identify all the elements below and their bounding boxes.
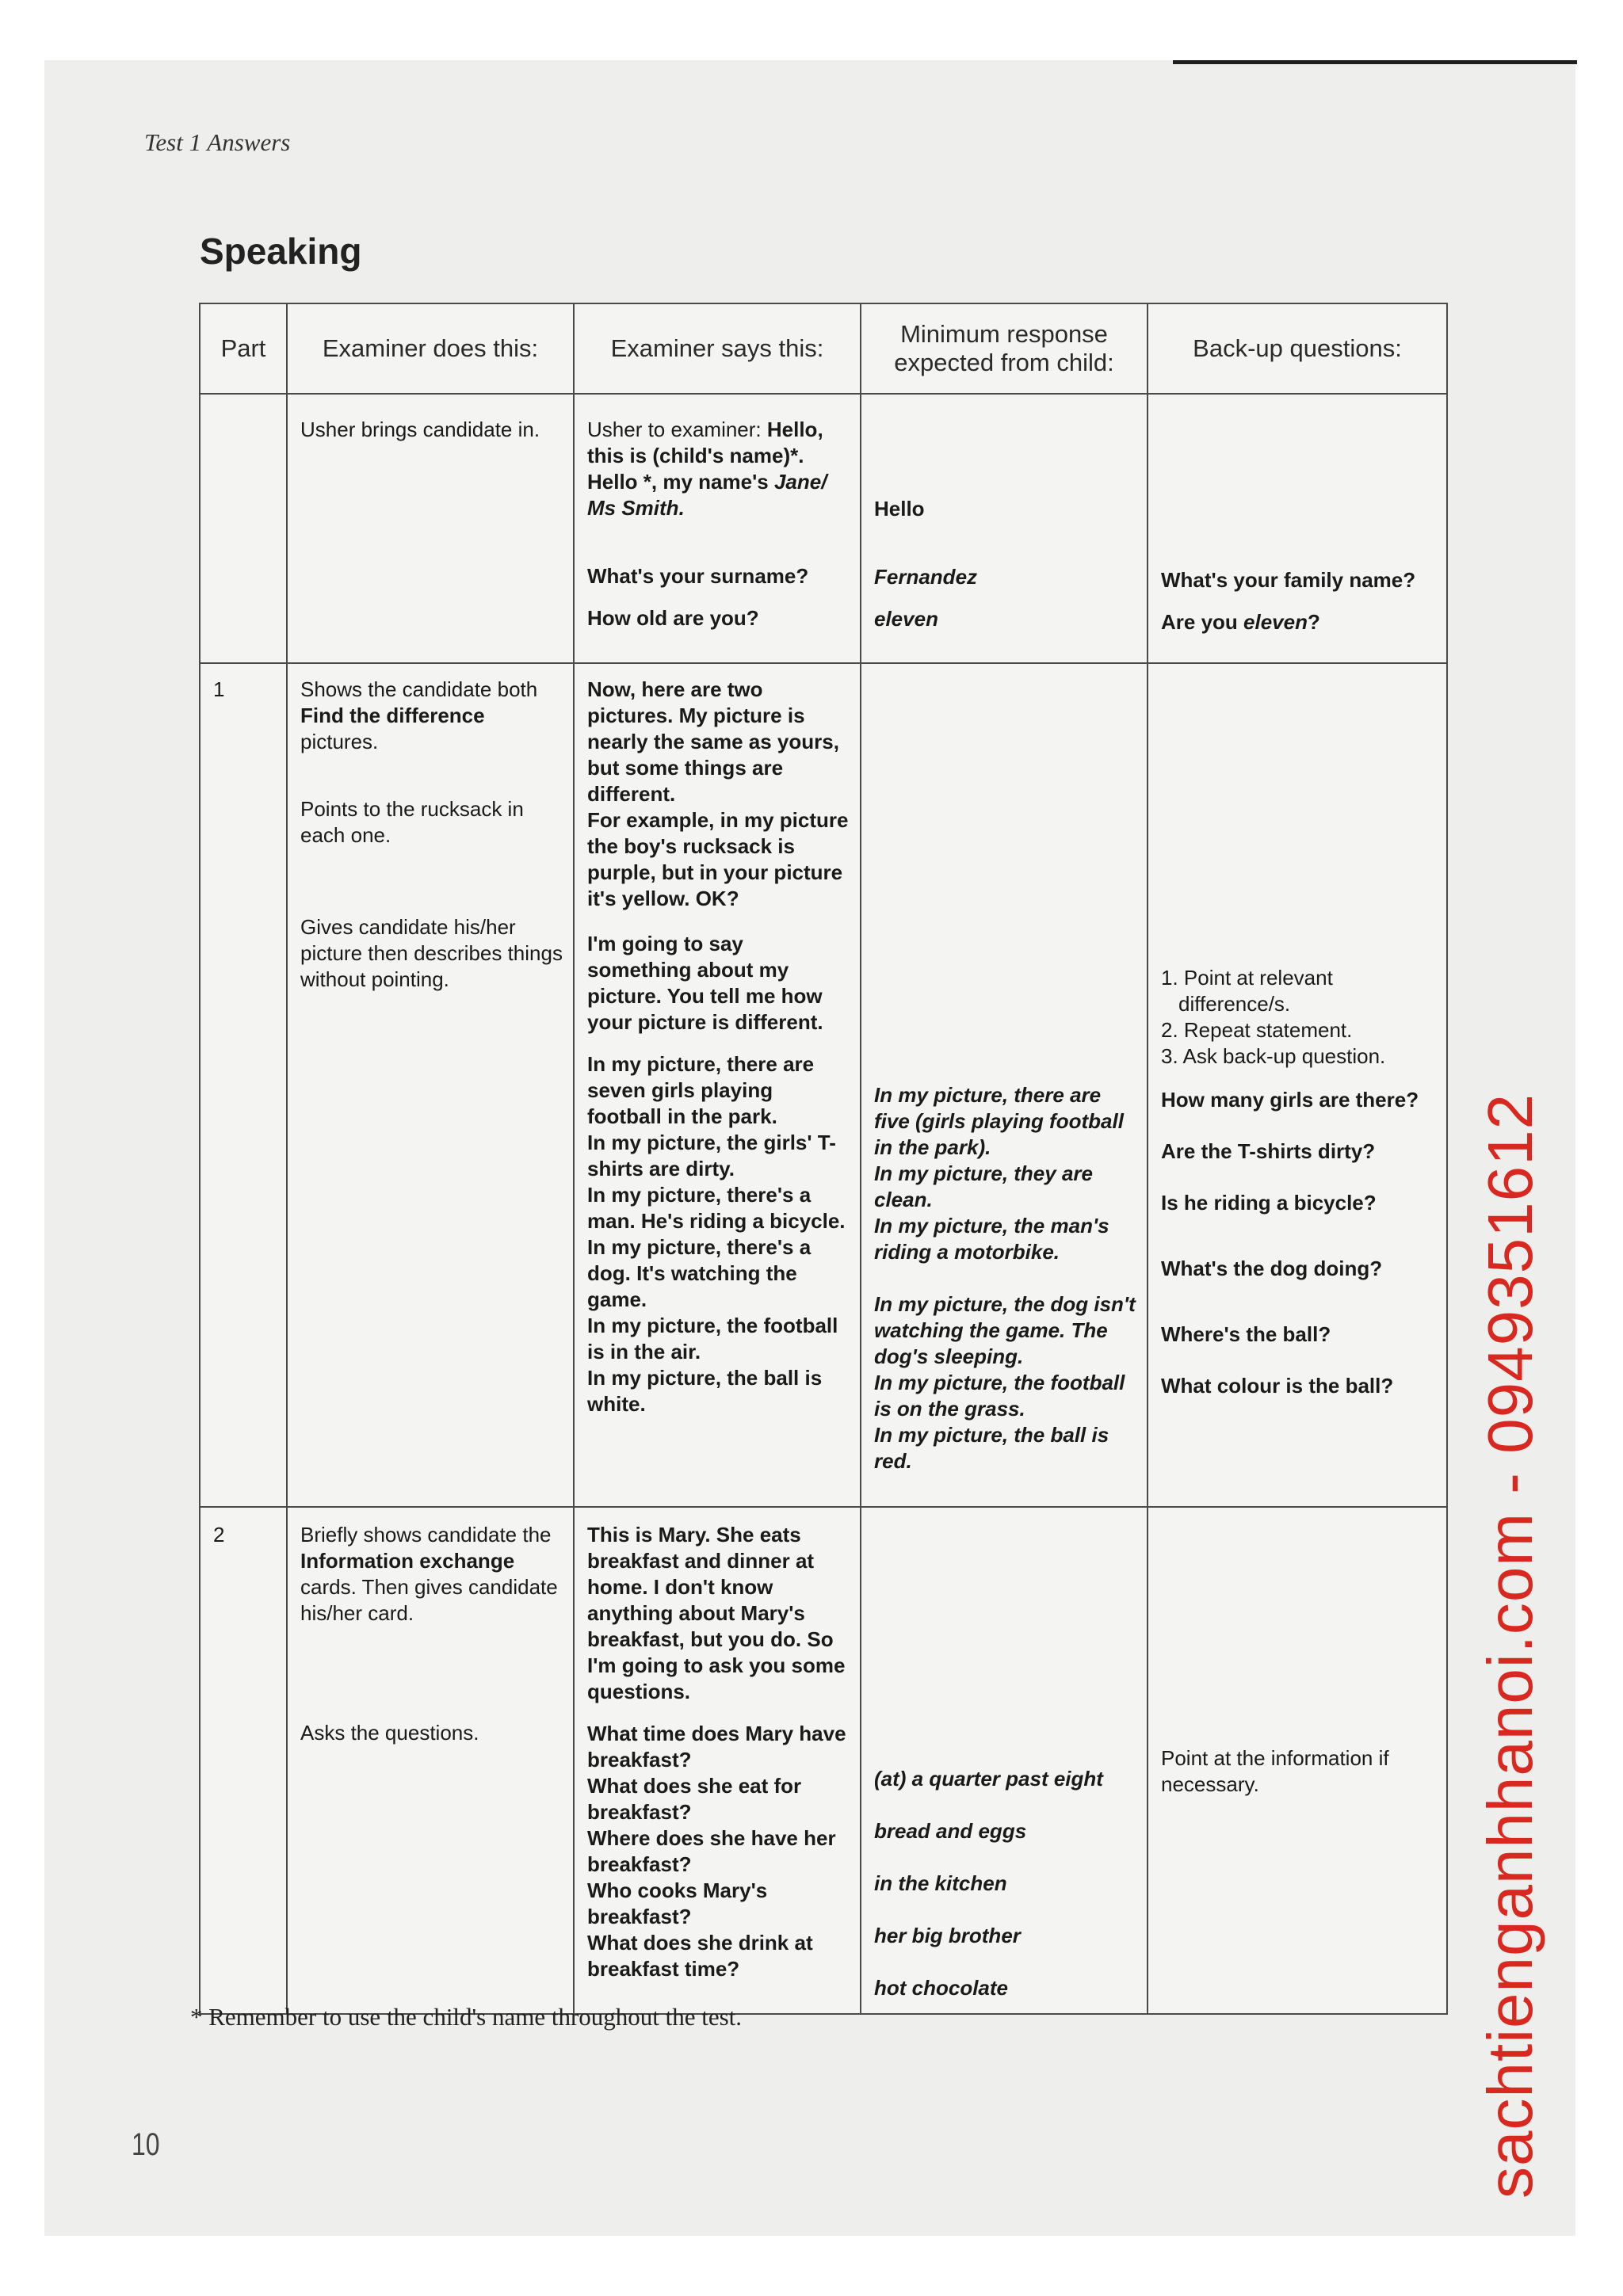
part1-does-cell: [287, 663, 574, 1507]
part2-question: What does she drink at breakfast time?: [587, 1931, 813, 1981]
part2-says-intro: This is Mary. She eats breakfast and dinner at home. I don't know anything about Mary's breakfast, but you do. So I'm going to ask you some questions.: [587, 1523, 846, 1703]
intro-examiner-greeting: Hello *, my name's Jane/ Ms Smith.: [587, 470, 827, 520]
intro-does-cell: [287, 394, 574, 663]
table-header-row: [200, 303, 1447, 394]
header-backup-questions: Back-up questions:: [1148, 303, 1447, 394]
page-number: 10: [132, 2127, 160, 2162]
part2-question: Who cooks Mary's breakfast?: [587, 1878, 768, 1928]
part2-questions: [587, 1721, 850, 1982]
part1-backup: Are the T-shirts dirty?: [1161, 1139, 1376, 1163]
part1-response: In my picture, there are five (girls playing football in the park).: [874, 1083, 1124, 1159]
part1-statement: In my picture, the girls' T-shirts are dirty.: [587, 1131, 836, 1180]
part2-backup: Point at the information if necessary.: [1161, 1746, 1389, 1796]
intro-r-surname: Fernandez: [874, 565, 978, 589]
part2-does-ask: Asks the questions.: [300, 1721, 479, 1745]
header-minimum-response: Minimum response expected from child:: [861, 303, 1148, 394]
part1-response: In my picture, the ball is red.: [874, 1423, 1109, 1473]
part1-statements: [587, 1051, 850, 1417]
part1-backup: How many girls are there?: [1161, 1088, 1419, 1112]
part1-response-cell: [861, 663, 1148, 1507]
intro-backup-cell: [1148, 394, 1447, 663]
part1-does-show: Shows the candidate both Find the difference pictures.: [300, 677, 538, 753]
part1-backup: What's the dog doing?: [1161, 1257, 1383, 1280]
part1-num: 1: [200, 663, 287, 1507]
part1-response: In my picture, they are clean.: [874, 1161, 1093, 1211]
part1-says-instruction: I'm going to say something about my picture. You tell me how your picture is different.: [587, 932, 823, 1034]
footnote: * Remember to use the child's name throughout the test.: [190, 2003, 743, 2031]
top-rule: [1173, 60, 1577, 64]
running-header: Test 1 Answers: [144, 128, 291, 156]
part1-response: In my picture, the man's riding a motorbike.: [874, 1214, 1109, 1264]
part2-answer: (at) a quarter past eight: [874, 1767, 1103, 1791]
table-row-intro: [200, 394, 1447, 663]
procedure-step: 3. Ask back-up question.: [1161, 1044, 1386, 1068]
part1-backup: Is he riding a bicycle?: [1161, 1191, 1377, 1215]
intro-r-age: eleven: [874, 607, 938, 631]
speaking-table: [199, 303, 1448, 2015]
header-examiner-says: Examiner says this:: [574, 303, 861, 394]
part2-says-cell: [574, 1507, 861, 2014]
header-examiner-does: Examiner does this:: [287, 303, 574, 394]
part2-answer: hot chocolate: [874, 1976, 1009, 2000]
intro-says-cell: [574, 394, 861, 663]
intro-b-age: Are you eleven?: [1161, 610, 1320, 634]
part1-says-intro: Now, here are two pictures. My picture is nearly the same as yours, but some things are different.: [587, 677, 839, 806]
table-row-part2: [200, 1507, 1447, 2014]
part1-does-point: Points to the rucksack in each one.: [300, 797, 524, 847]
intro-q-age: How old are you?: [587, 606, 759, 630]
part2-num: 2: [200, 1507, 287, 2014]
header-part: Part: [200, 303, 287, 394]
part2-does-cell: [287, 1507, 574, 2014]
part1-says-example: For example, in my picture the boy's rucksack is purple, but in your picture it's yellow. OK?: [587, 808, 849, 910]
part2-answer: in the kitchen: [874, 1871, 1007, 1895]
part1-statement: In my picture, there's a dog. It's watching the game.: [587, 1235, 812, 1311]
part2-answer: bread and eggs: [874, 1819, 1027, 1843]
part1-backup: What colour is the ball?: [1161, 1374, 1394, 1398]
table-row-part1: [200, 663, 1447, 1507]
procedure-step: 2. Repeat statement.: [1161, 1018, 1353, 1042]
part1-says-cell: [574, 663, 861, 1507]
intro-usher-line: Usher to examiner: Hello, this is (child's name)*.: [587, 418, 823, 467]
section-title: Speaking: [200, 231, 362, 272]
part1-statement: In my picture, there's a man. He's riding a bicycle.: [587, 1183, 846, 1233]
intro-b-surname: What's your family name?: [1161, 568, 1416, 592]
part1-response: In my picture, the football is on the grass.: [874, 1371, 1125, 1421]
intro-q-surname: What's your surname?: [587, 564, 809, 588]
part1-response: In my picture, the dog isn't watching the game. The dog's sleeping.: [874, 1292, 1136, 1368]
part2-question: What does she eat for breakfast?: [587, 1774, 802, 1824]
intro-response-cell: [861, 394, 1148, 663]
part1-does-describe: Gives candidate his/her picture then describes things without pointing.: [300, 915, 563, 991]
intro-r-hello: Hello: [874, 497, 925, 521]
part1-responses: [874, 1082, 1137, 1474]
part2-question: Where does she have her breakfast?: [587, 1826, 836, 1876]
part1-statement: In my picture, the football is in the air.: [587, 1314, 838, 1363]
part1-backup-cell: [1148, 663, 1447, 1507]
watermark: sachtienganhhanoi.com - 0949351612: [1475, 1093, 1545, 2199]
part2-question: What time does Mary have breakfast?: [587, 1722, 846, 1772]
part1-backup: Where's the ball?: [1161, 1322, 1331, 1346]
part2-response-cell: [861, 1507, 1148, 2014]
intro-does-text: Usher brings candidate in.: [300, 418, 540, 441]
intro-part-cell: [200, 394, 287, 663]
part2-does-show: Briefly shows candidate the Information exchange cards. Then gives candidate his/her card.: [300, 1523, 558, 1625]
part1-statement: In my picture, there are seven girls playing football in the park.: [587, 1052, 815, 1128]
procedure-step: 1. Point at relevant difference/s.: [1161, 966, 1333, 1016]
part1-procedure: [1161, 965, 1437, 1070]
part2-backup-cell: [1148, 1507, 1447, 2014]
part1-statement: In my picture, the ball is white.: [587, 1366, 823, 1416]
part2-answer: her big brother: [874, 1924, 1021, 1947]
